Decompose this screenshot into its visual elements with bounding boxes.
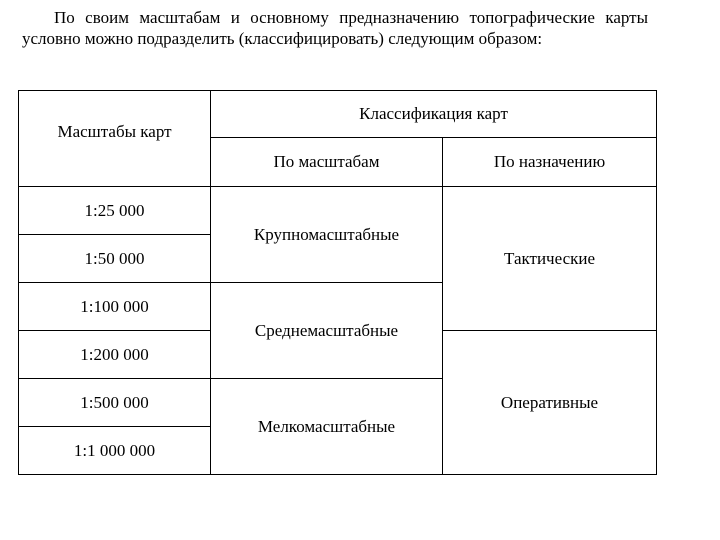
scale-class-cell: Среднемасштабные: [211, 283, 443, 379]
intro-paragraph: По своим масштабам и основному предназначению топографические карты условно можно подразделить (классифицировать) следующим образом:: [22, 8, 648, 48]
scale-cell: 1:25 000: [19, 187, 211, 235]
scale-cell: 1:200 000: [19, 331, 211, 379]
header-by-purpose: По назначению: [443, 138, 657, 187]
scale-class-cell: Мелкомасштабные: [211, 379, 443, 475]
table-row: [19, 187, 657, 235]
header-scales: Масштабы карт: [19, 91, 211, 187]
scale-cell: 1:500 000: [19, 379, 211, 427]
scale-cell: 1:100 000: [19, 283, 211, 331]
scale-cell: 1:50 000: [19, 235, 211, 283]
purpose-class-cell: Тактические: [443, 187, 657, 331]
table-header-row: [19, 91, 657, 138]
scale-class-cell: Крупномасштабные: [211, 187, 443, 283]
header-by-scale: По масштабам: [211, 138, 443, 187]
purpose-class-cell: Оперативные: [443, 331, 657, 475]
map-classification-table: [18, 90, 657, 475]
scale-cell: 1:1 000 000: [19, 427, 211, 475]
header-classification: Классификация карт: [211, 91, 657, 138]
